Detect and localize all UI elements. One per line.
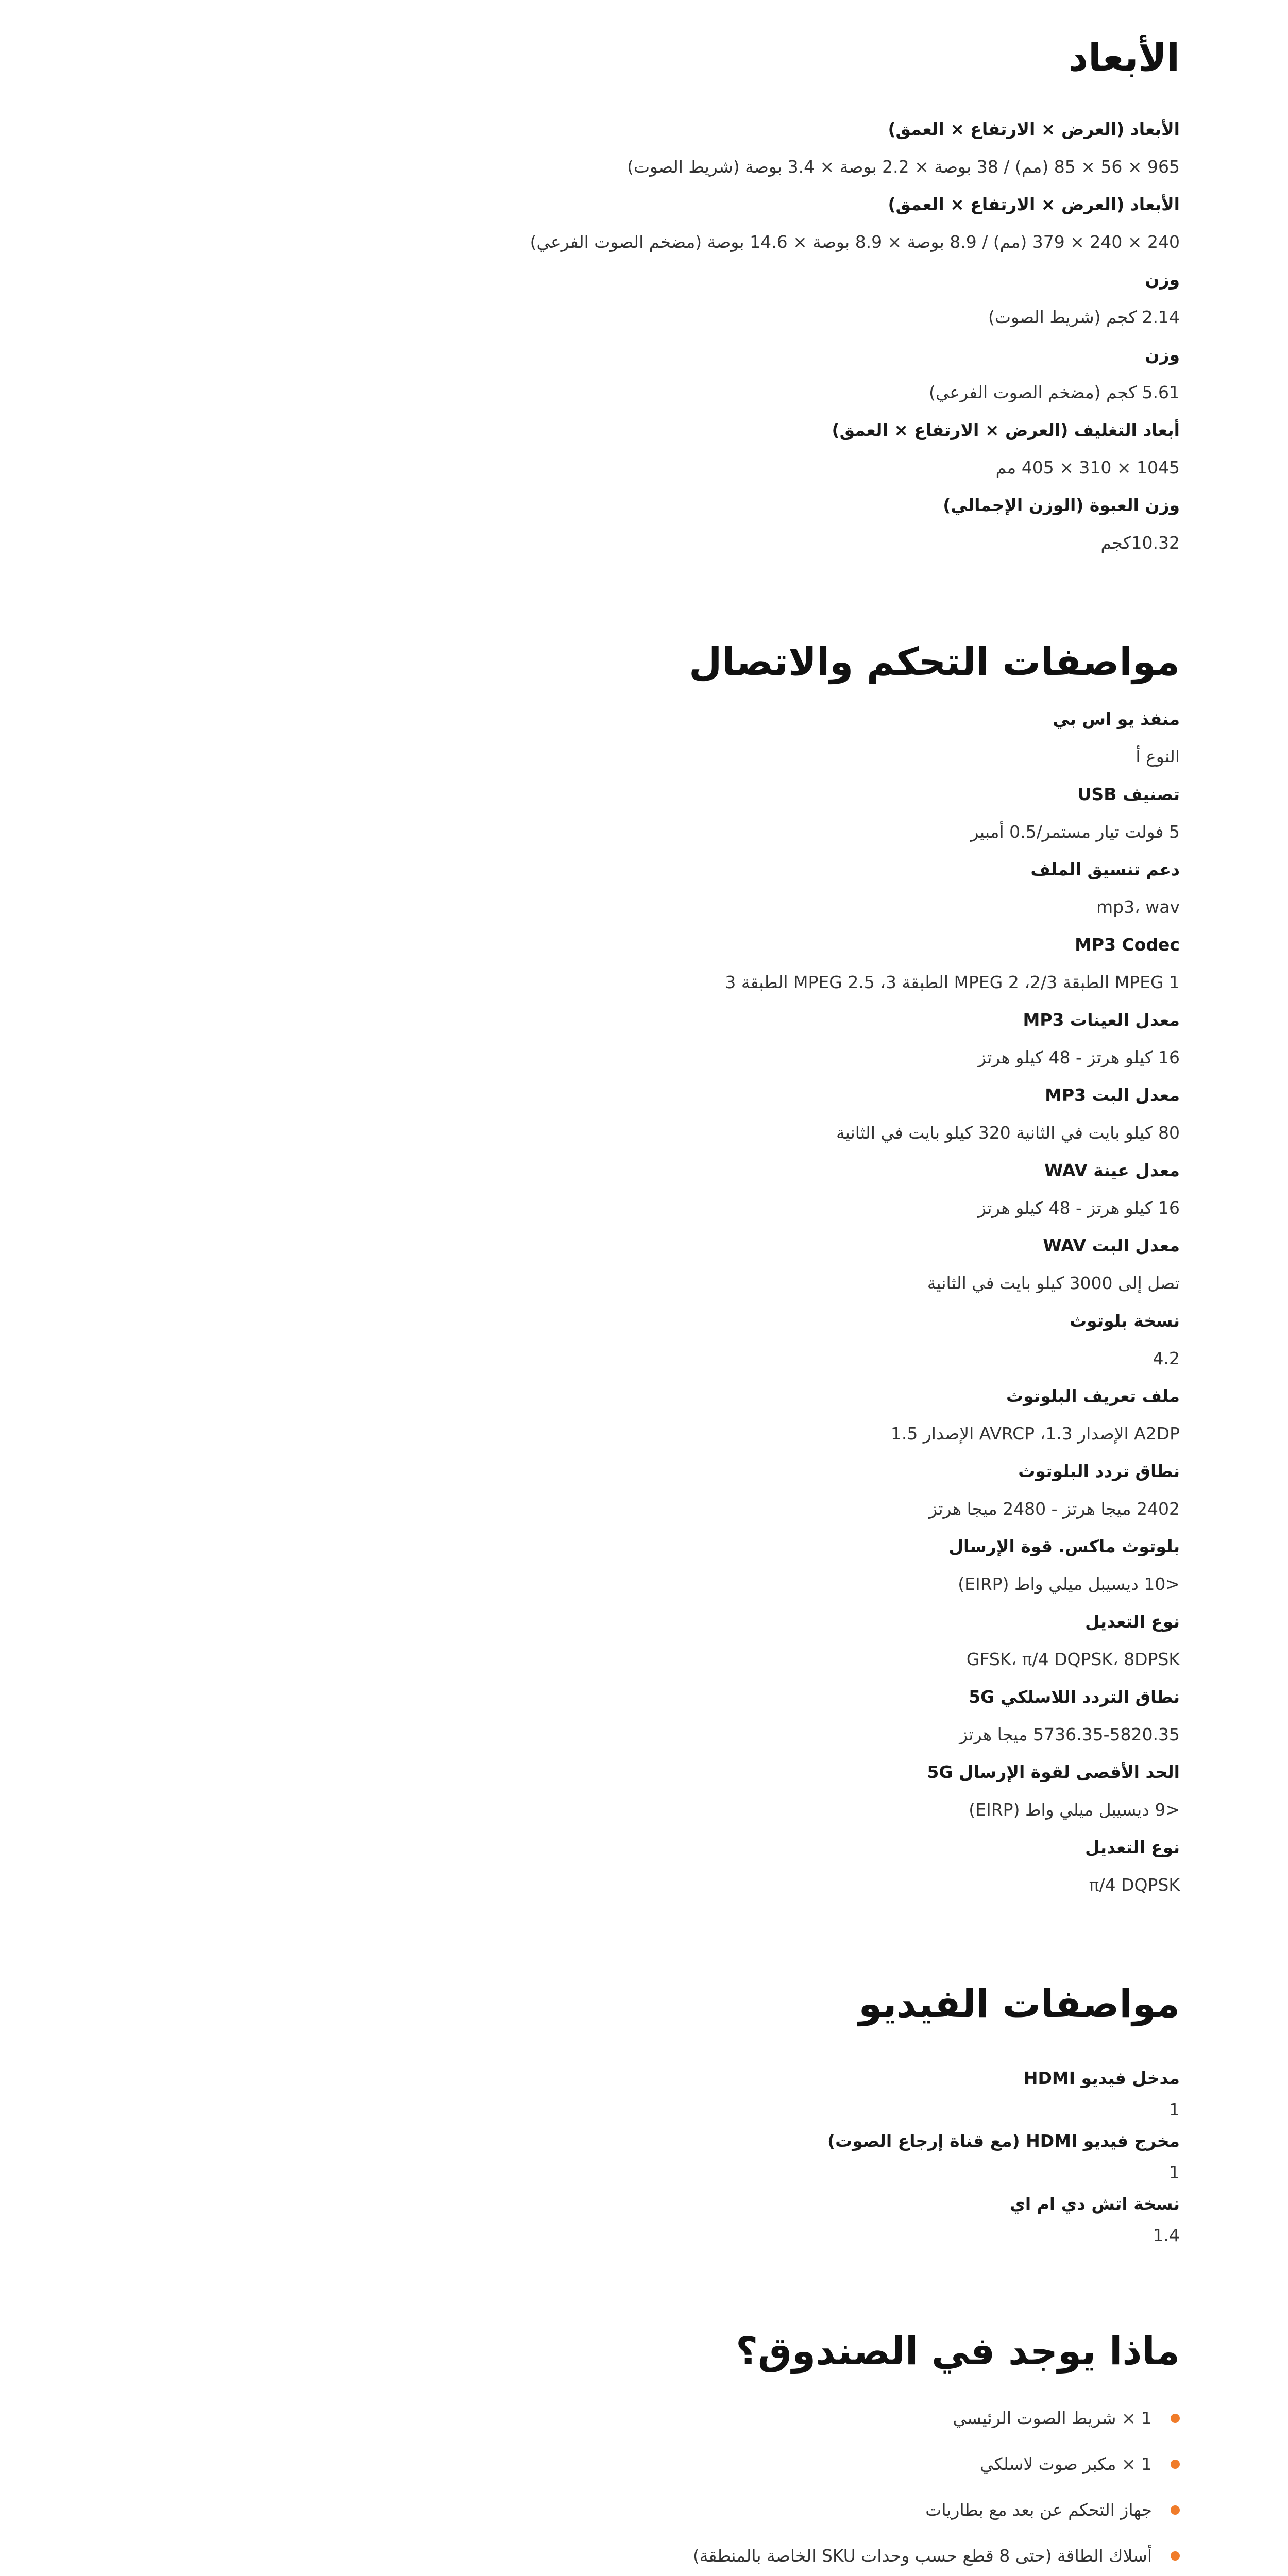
spec-label: أبعاد التغليف (العرض × الارتفاع × العمق) <box>832 419 1180 440</box>
spec-label: معدل البت MP3 <box>1045 1084 1180 1105</box>
spec-label: نطاق تردد البلوتوث <box>1018 1461 1180 1481</box>
video-section <box>273 1904 1180 2252</box>
spec-value: 4.2 <box>1153 1348 1180 1368</box>
box-contents-list <box>273 2395 1180 2576</box>
list-item <box>273 2487 1180 2533</box>
spec-value: 16 كيلو هرتز - 48 كيلو هرتز <box>977 1047 1180 1067</box>
spec-label: ملف تعريف البلوتوث <box>1006 1385 1180 1406</box>
spec-value: 80 كيلو بايت في الثانية 320 كيلو بايت في الثانية <box>836 1122 1180 1143</box>
spec-label: وزن <box>1145 269 1180 290</box>
spec-list <box>273 2063 1180 2251</box>
spec-value: mp3، wav <box>1096 896 1180 917</box>
spec-value: 16 كيلو هرتز - 48 كيلو هرتز <box>977 1197 1180 1218</box>
spec-value: 2402 ميجا هرتز - 2480 ميجا هرتز <box>929 1498 1180 1519</box>
spec-page <box>273 0 1180 2576</box>
section-title-control: مواصفات التحكم والاتصال <box>689 639 1180 684</box>
bullet-dot-icon <box>1171 2414 1180 2423</box>
spec-label: نطاق التردد اللاسلكي 5G <box>969 1686 1180 1707</box>
spec-list <box>273 701 1180 1904</box>
spec-value: 1.4 <box>1153 2225 1180 2246</box>
spec-value: 2.14 كجم (شريط الصوت) <box>988 307 1180 327</box>
spec-value: π/4 DQPSK <box>1089 1874 1180 1895</box>
spec-label: نسخة بلوتوث <box>1069 1310 1180 1331</box>
spec-value: 965 × 56 × 85 (مم) / 38 بوصة × 2.2 بوصة × 3.4 بوصة (شريط الصوت) <box>627 156 1180 177</box>
spec-label: معدل البت WAV <box>1043 1235 1180 1256</box>
bullet-dot-icon <box>1171 2460 1180 2469</box>
section-title-video: مواصفات الفيديو <box>858 1981 1180 2026</box>
spec-label: وزن <box>1145 344 1180 365</box>
spec-value: <9 ديسيبل ميلي واط (EIRP) <box>969 1799 1180 1820</box>
spec-value: 240 × 240 × 379 (مم) / 8.9 بوصة × 8.9 بوصة × 14.6 بوصة (مضخم الصوت الفرعي) <box>530 231 1180 252</box>
in-the-box-section <box>273 2251 1180 2576</box>
list-item-text: جهاز التحكم عن بعد مع بطاريات <box>925 2500 1152 2520</box>
spec-value: 5736.35-5820.35 ميجا هرتز <box>959 1724 1180 1744</box>
spec-value: A2DP الإصدار 1.3، AVRCP الإصدار 1.5 <box>890 1423 1180 1444</box>
spec-value: 5.61 كجم (مضخم الصوت الفرعي) <box>929 382 1180 402</box>
spec-label: مخرج فيديو HDMI (مع قناة إرجاع الصوت) <box>827 2131 1180 2151</box>
spec-value: النوع أ <box>1136 746 1180 767</box>
list-item-text: أسلاك الطاقة (حتى 8 قطع حسب وحدات SKU الخاصة بالمنطقة) <box>692 2546 1152 2566</box>
section-title-in-the-box: ماذا يوجد في الصندوق؟ <box>736 2329 1180 2374</box>
control-section <box>273 562 1180 1904</box>
list-item <box>273 2533 1180 2576</box>
spec-label: نوع التعديل <box>1085 1611 1180 1632</box>
spec-label: وزن العبوة (الوزن الإجمالي) <box>943 495 1180 515</box>
spec-value: MPEG 1 الطبقة 2/3، MPEG 2 الطبقة 3، MPEG 2.5 الطبقة 3 <box>725 972 1180 992</box>
bullet-dot-icon <box>1171 2551 1180 2561</box>
list-item <box>273 2441 1180 2487</box>
spec-label: الأبعاد (العرض × الارتفاع × العمق) <box>888 194 1180 214</box>
list-item-text: 1 × شريط الصوت الرئيسي <box>953 2408 1152 2429</box>
bullet-dot-icon <box>1171 2505 1180 2515</box>
spec-label: مدخل فيديو HDMI <box>1023 2068 1180 2089</box>
spec-value: 1045 × 310 × 405 مم <box>995 457 1180 478</box>
spec-label: معدل عينة WAV <box>1044 1160 1180 1180</box>
spec-value: 1 <box>1169 2162 1180 2183</box>
spec-list <box>273 111 1180 562</box>
spec-label: نسخة اتش دي ام اي <box>1009 2194 1180 2214</box>
spec-value: 10.32كجم <box>1100 532 1180 553</box>
spec-label: الحد الأقصى لقوة الإرسال 5G <box>927 1761 1180 1782</box>
spec-value: 5 فولت تيار مستمر/0.5 أمبير <box>970 821 1180 842</box>
spec-value: 1 <box>1169 2099 1180 2120</box>
spec-value: GFSK، π/4 DQPSK، 8DPSK <box>966 1649 1180 1669</box>
spec-label: الأبعاد (العرض × الارتفاع × العمق) <box>888 118 1180 139</box>
spec-value: تصل إلى 3000 كيلو بايت في الثانية <box>927 1273 1180 1293</box>
spec-label: دعم تنسيق الملف <box>1030 859 1180 879</box>
spec-label: منفذ يو اس بي <box>1053 708 1180 729</box>
list-item-text: 1 × مكبر صوت لاسلكي <box>980 2454 1152 2475</box>
spec-label: نوع التعديل <box>1085 1837 1180 1857</box>
spec-label: MP3 Codec <box>1075 934 1180 955</box>
section-title-dimensions: الأبعاد <box>1069 36 1180 80</box>
spec-label: بلوتوث ماكس. قوة الإرسال <box>948 1536 1180 1556</box>
spec-label: معدل العينات MP3 <box>1023 1009 1180 1030</box>
spec-value: <10 ديسيبل ميلي واط (EIRP) <box>958 1573 1180 1594</box>
list-item <box>273 2395 1180 2441</box>
dimensions-section <box>273 0 1180 562</box>
spec-label: تصنيف USB <box>1077 784 1180 804</box>
